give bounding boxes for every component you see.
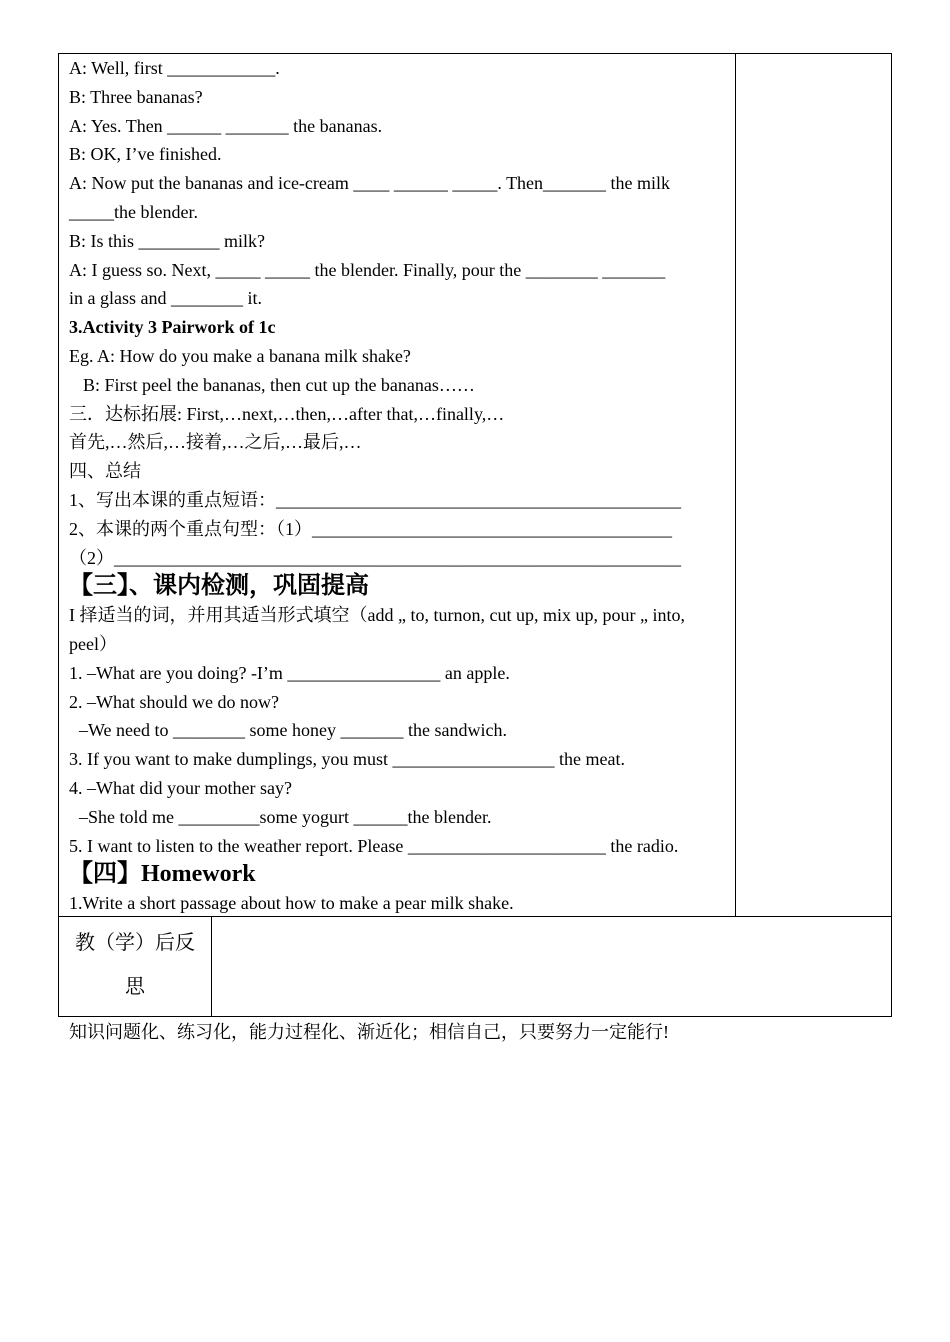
activity-heading: 3.Activity 3 Pairwork of 1c <box>69 317 276 338</box>
summary-line: 2、本课的两个重点句型：（1）________________________________________ <box>69 518 672 539</box>
summary-line: （2）_______________________________________________________________ <box>69 547 681 568</box>
exercise-instructions: I 择适当的词，并用其适当形式填空（add „ to, turnon, cut up, mix up, pour „ into, <box>69 605 685 626</box>
exercise-item: 2. –What should we do now? <box>69 691 279 712</box>
dialogue-line: B: Is this _________ milk? <box>69 230 266 251</box>
example-line: Eg. A: How do you make a banana milk shake? <box>69 345 411 366</box>
footer-motto: 知识问题化、练习化，能力过程化、渐近化；相信自己，只要努力一定能行! <box>69 1022 669 1042</box>
exercise-instructions: peel） <box>69 633 117 654</box>
dialogue-line: A: Well, first ____________. <box>69 58 280 78</box>
worksheet-content <box>69 54 731 918</box>
exercise-item: 3. If you want to make dumplings, you must __________________ the meat. <box>69 749 625 770</box>
dialogue-line: A: Now put the bananas and ice-cream ____ ______ _____. Then_______ the milk <box>69 173 671 194</box>
dialogue-line: A: Yes. Then ______ _______ the bananas. <box>69 115 383 136</box>
reflection-label <box>59 920 211 1008</box>
exercise-item: –We need to ________ some honey _______ the sandwich. <box>79 720 507 741</box>
column-divider <box>735 53 736 916</box>
dialogue-line: B: Three bananas? <box>69 86 203 107</box>
dialogue-line: in a glass and ________ it. <box>69 288 262 309</box>
section-heading: 【三】、课内检测，巩固提高 <box>69 573 369 600</box>
exercise-item: 1. –What are you doing? -I’m _________________ an apple. <box>69 662 510 683</box>
example-line: B: First peel the bananas, then cut up the bananas…… <box>83 374 475 395</box>
reflection-label-line: 教（学）后反 <box>75 930 195 954</box>
exercise-item: 4. –What did your mother say? <box>69 777 292 798</box>
dialogue-line: A: I guess so. Next, _____ _____ the blender. Finally, pour the ________ _______ <box>69 259 666 280</box>
exercise-item: –She told me _________some yogurt ______the blender. <box>79 806 492 827</box>
extension-line: 三．达标拓展: First,…next,…then,…after that,…finally,… <box>69 403 505 424</box>
reflection-divider <box>211 916 212 1017</box>
homework-item: 1.Write a short passage about how to make a pear milk shake. <box>69 893 514 914</box>
summary-line: 1、写出本课的重点短语：_____________________________________________ <box>69 489 681 510</box>
dialogue-line: _____the blender. <box>69 201 198 222</box>
exercise-item: 5. I want to listen to the weather report. Please ______________________ the radio. <box>69 835 679 856</box>
summary-heading: 四、总结 <box>69 461 141 482</box>
dialogue-line: B: OK, I’ve finished. <box>69 144 222 165</box>
homework-heading: 【四】Homework <box>69 861 256 888</box>
extension-line: 首先,…然后,…接着,…之后,…最后,… <box>69 432 362 453</box>
reflection-label-line: 思 <box>125 974 145 998</box>
